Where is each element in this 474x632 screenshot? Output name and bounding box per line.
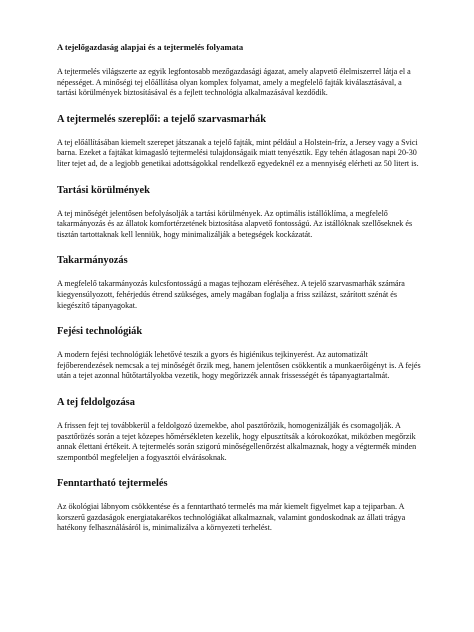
section-heading: Takarmányozás — [57, 255, 128, 267]
section-heading: Fejési technológiák — [57, 326, 143, 338]
section-paragraph: Az ökológiai lábnyom csökkentése és a fenntartható termelés ma már kiemelt figyelmet kap a tejiparban. A korszerű gazdaságok energiatakarékos technológiákat alkalmaznak, valamint gondoskodnak az állati trágya hatékony felhasználásáról is, minimalizálva a környezeti terhelést. — [57, 502, 406, 533]
section-paragraph: A frissen fejt tej továbbkerül a feldolgozó üzemekbe, ahol pasztőrözik, homogenizálják és csomagolják. A pasztőrözés során a tejet közepes hőmérsékleten kezelik, hogy elpusztítsák a kórokozókat, miközben megőrzik annak élettani értékeit. A tejtermelés során szigorú minőségellenőrzést alkalmaznak, hogy a végtermék minden szempontból megfeleljen a fogyasztói elvárásoknak. — [57, 420, 417, 462]
section-housing-conditions — [57, 185, 423, 241]
section-paragraph: A modern fejési technológiák lehetővé teszik a gyors és higiénikus tejkinyerést. Az automatizált fejőberendezések nemcsak a tej minőségét őrzik meg, hanem jelentősen csökkentik a munkaerőigényt is. A fejés után a tejet azonnal hűtőtartályokba vezetik, hogy megőrizzék annak frissességét és tápanyagtartalmát. — [57, 350, 421, 381]
section-milk-processing — [57, 397, 423, 463]
section-heading: A tejtermelés szereplői: a tejelő szarvasmarhák — [57, 113, 266, 125]
section-paragraph: A megfelelő takarmányozás kulcsfontosságú a magas tejhozam eléréséhez. A tejelő szarvasmarhák számára kiegyensúlyozott, fehérjedús étrend szükséges, amely magában foglalja a friss szilázst, szárított szénát és kiegészítő tápanyagokat. — [57, 279, 405, 310]
section-sustainable-production — [57, 478, 423, 534]
section-feeding — [57, 255, 423, 311]
section-heading: Tartási körülmények — [57, 184, 150, 196]
document-title: A tejelőgazdaság alapjai és a tejtermelés folyamata — [57, 42, 244, 52]
section-dairy-cattle — [57, 114, 423, 170]
section-milking-technology — [57, 326, 423, 382]
section-paragraph: A tej minőségét jelentősen befolyásolják a tartási körülmények. Az optimális istállóklíma, a megfelelő takarmányozás és az állatok komfortérzetének biztosítása alapvető fontosságú. Az istállóknak szellőseknek és tisztán tartottaknak kell lenniük, hogy minimalizálják a betegségek kockázatát. — [57, 208, 413, 239]
intro-paragraph: A tejtermelés világszerte az egyik legfontosabb mezőgazdasági ágazat, amely alapvető élelmiszerrel látja el a népességet. A minőségi tej előállítása olyan komplex folyamat, amely a megfelelő fajták kiválasztásával, a tartási körülmények biztosításával és a fejlett technológia alkalmazásával kezdődik. — [57, 67, 411, 98]
section-heading: A tej feldolgozása — [57, 396, 135, 408]
section-paragraph: A tej előállításában kiemelt szerepet játszanak a tejelő fajták, mint például a Holstein-fríz, a Jersey vagy a Svici barna. Ezeket a fajtákat kimagasló tejtermelési tulajdonságaik miatt tenyésztik. Egy tehén átlagosan napi 20-30 liter tejet ad, de a legjobb genetikai adottságokkal rendelkező egyedeknél ez a mennyiség elérheti az 50 litert is. — [57, 137, 419, 168]
section-heading: Fenntartható tejtermelés — [57, 478, 168, 490]
document-page — [57, 42, 423, 534]
